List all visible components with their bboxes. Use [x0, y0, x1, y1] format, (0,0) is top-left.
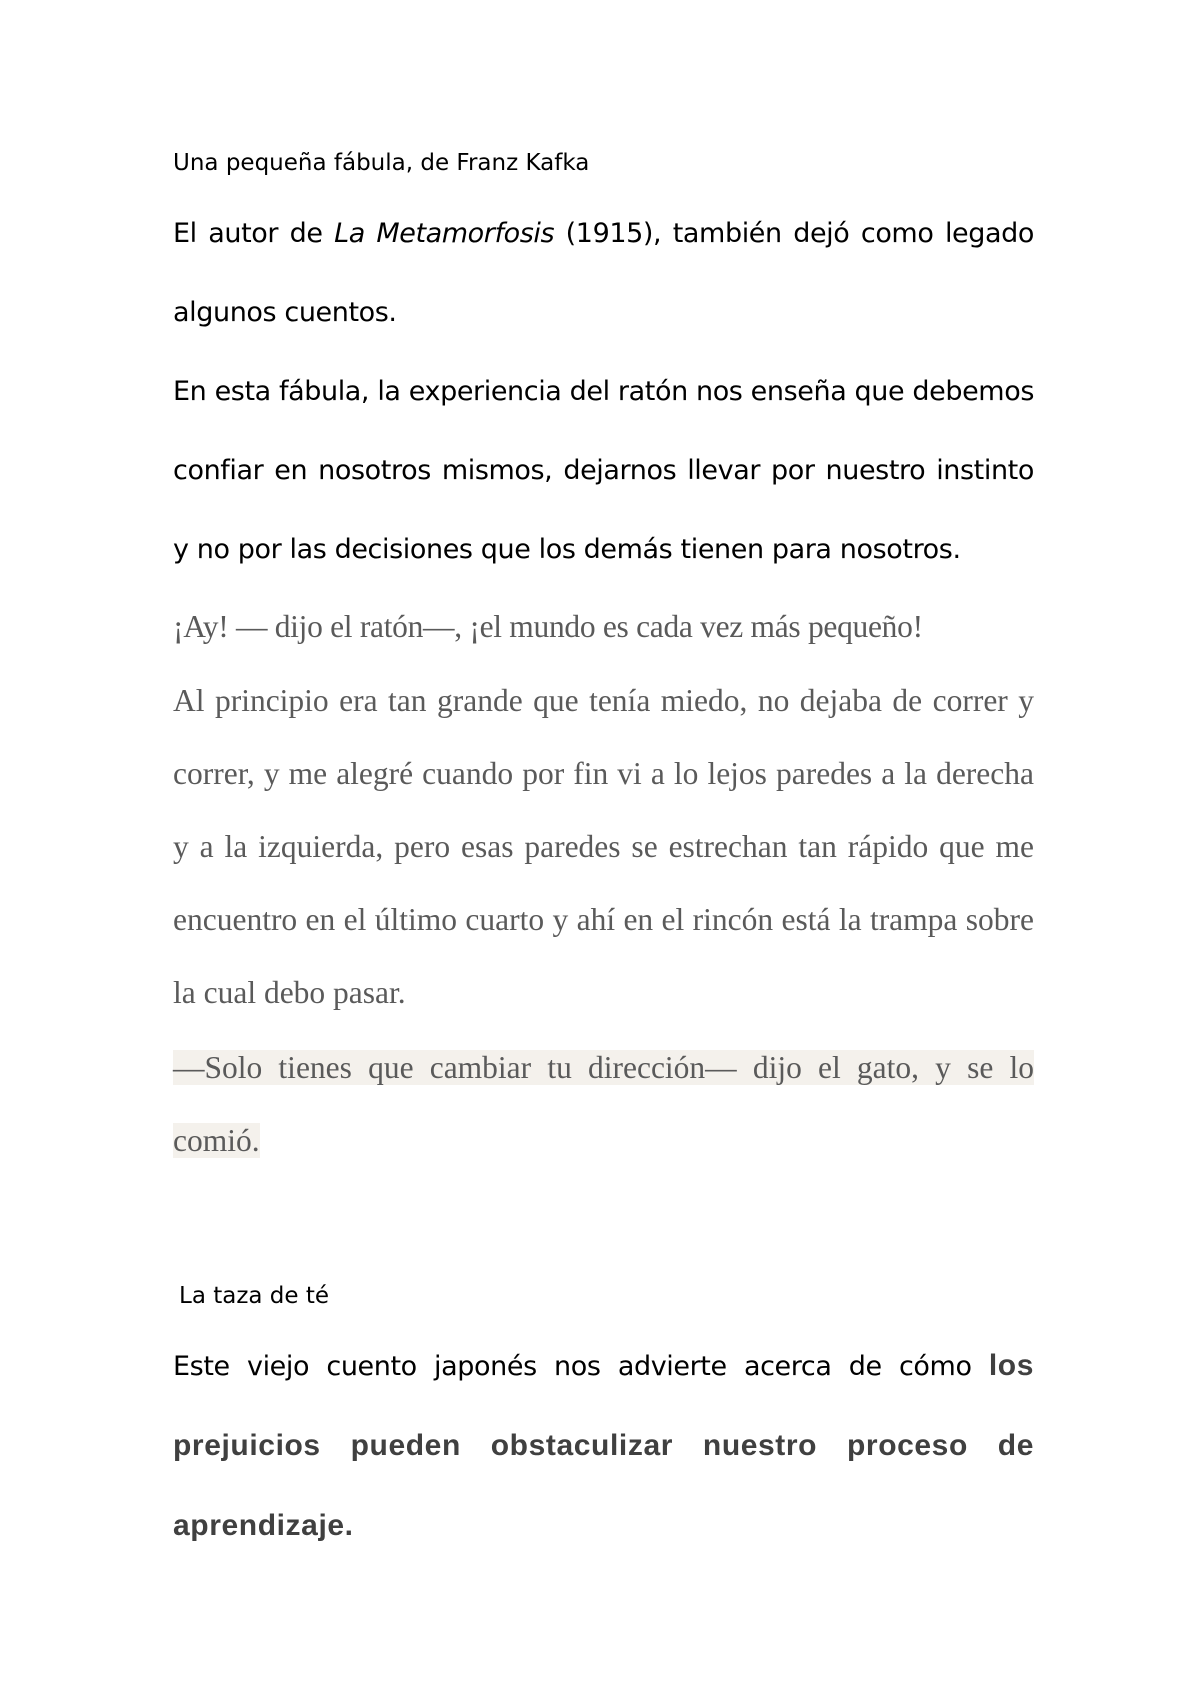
story1-intro-suffix: (1915), también dejó como legado algunos cuentos.: [173, 218, 1034, 328]
fable-ending: [173, 1031, 1034, 1177]
fable-body: Al principio era tan grande que tenía miedo, no dejaba de correr y correr, y me alegré cuando por fin vi a lo lejos paredes a la derecha y a la izquierda, pero esas paredes se estrechan tan rápido que me encuentro en el último cuarto y ahí en el rincón está la trampa sobre la cual debo pasar.: [173, 683, 1034, 1010]
story2-intro-bold: los prejuicios pueden obstaculizar nuestro proceso de aprendizaje.: [173, 1349, 1034, 1542]
story2-intro-regular: Este viejo cuento japonés nos advierte acerca de cómo: [173, 1351, 989, 1382]
fable-line-1: ¡Ay! — dijo el ratón—, ¡el mundo es cada vez más pequeño!: [173, 609, 923, 644]
story1-intro: [173, 194, 1034, 352]
book-title: La Metamorfosis: [334, 218, 555, 249]
story2-intro: [173, 1326, 1034, 1566]
story1-intro-prefix: El autor de: [173, 218, 335, 249]
story2-title: La taza de té: [179, 1283, 330, 1309]
fable-ending-text: —Solo tienes que cambiar tu dirección— dijo el gato, y se lo comió.: [173, 1050, 1034, 1158]
story1-moral: En esta fábula, la experiencia del ratón nos enseña que debemos confiar en nosotros mismos, dejarnos llevar por nuestro instinto y no por las decisiones que los demás tienen para nosotros.: [173, 376, 1034, 565]
story1-title: Una pequeña fábula, de Franz Kafka: [173, 150, 590, 176]
